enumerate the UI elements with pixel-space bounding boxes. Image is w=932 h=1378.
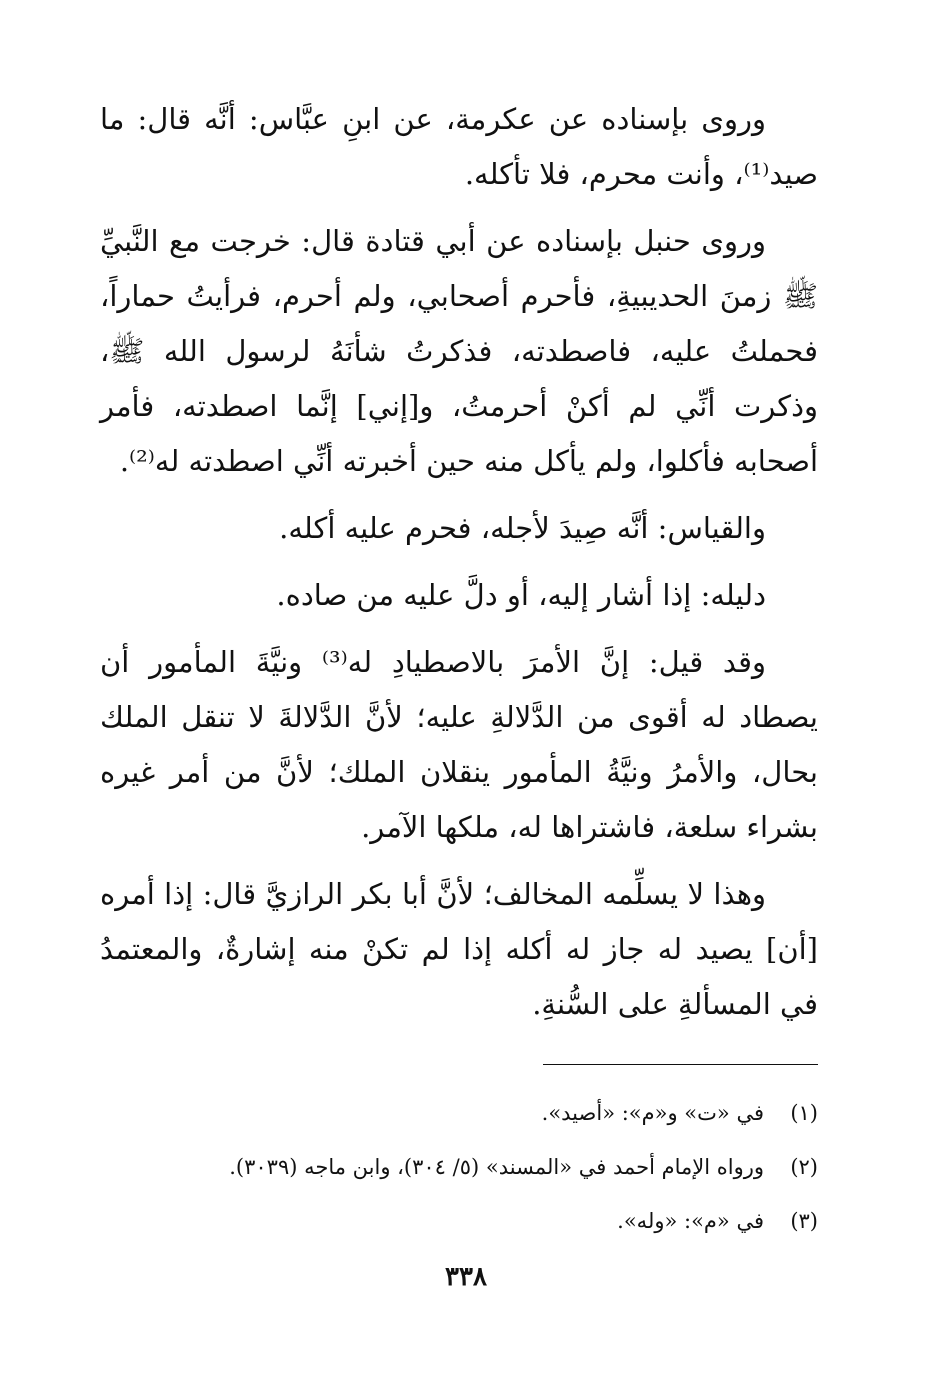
- footnote-2: [100, 1140, 818, 1194]
- footnote-number: (١): [790, 1101, 818, 1125]
- footnote-text: في «م»: «وله».: [617, 1209, 764, 1233]
- footnote-number: (٢): [790, 1155, 818, 1179]
- footnote-3: [100, 1194, 818, 1248]
- main-text: [100, 92, 818, 1044]
- footnote-divider: [543, 1064, 818, 1065]
- footnote-1: [100, 1086, 818, 1140]
- paragraph-qila: وقد قيل: إنَّ الأمرَ بالاصطيادِ له⁽³⁾ ونيَّةَ المأمور أن يصطاد له أقوى من الدَّلالةِ عليه؛ لأنَّ الدَّلالةَ لا تنقل الملك بحال، والأمرُ ونيَّةُ المأمور ينقلان الملك؛ لأنَّ من أمر غيره بشراء سلعة، فاشتراها له، ملكها الآمر.: [100, 645, 818, 844]
- paragraph-ikrimah: وروى بإسناده عن عكرمة، عن ابنِ عبَّاس: أنَّه قال: ما صيد⁽¹⁾، وأنت محرم، فلا تأكله.: [100, 102, 818, 191]
- paragraph-razi: وهذا لا يسلِّمه المخالف؛ لأنَّ أبا بكر الرازيَّ قال: إذا أمره [أن] يصيد له جاز له أكله إذا لم تكنْ منه إشارةٌ، والمعتمدُ في المسألةِ على السُّنةِ.: [100, 877, 818, 1021]
- footnote-text: ورواه الإمام أحمد في «المسند» (٥/ ٣٠٤)، وابن ماجه (٣٠٣٩).: [229, 1155, 764, 1179]
- footnotes: [100, 1086, 818, 1248]
- footnote-number: (٣): [790, 1209, 818, 1233]
- footnote-text: في «ت» و«م»: «أصيد».: [541, 1101, 764, 1125]
- paragraph-qiyas: والقياس: أنَّه صِيدَ لأجله، فحرم عليه أكله.: [279, 511, 766, 545]
- paragraph-abu-qatadah: وروى حنبل بإسناده عن أبي قتادة قال: خرجت مع النَّبيِّ ﷺ زمنَ الحديبيةِ، فأحرم أصحابي، ولم أحرم، فرأيتُ حماراً، فحملتُ عليه، فاصطدته، فذكرتُ شأنَهُ لرسول الله ﷺ، وذكرت أنِّي لم أكنْ أحرمتُ، و[إني] إنَّما اصطدته، فأمر أصحابه فأكلوا، ولم يأكل منه حين أخبرته أنِّي اصطدته له⁽²⁾.: [100, 224, 818, 478]
- page-number: ٣٣٨: [445, 1262, 487, 1292]
- paragraph-dalil: دليله: إذا أشار إليه، أو دلَّ عليه من صاده.: [276, 578, 766, 612]
